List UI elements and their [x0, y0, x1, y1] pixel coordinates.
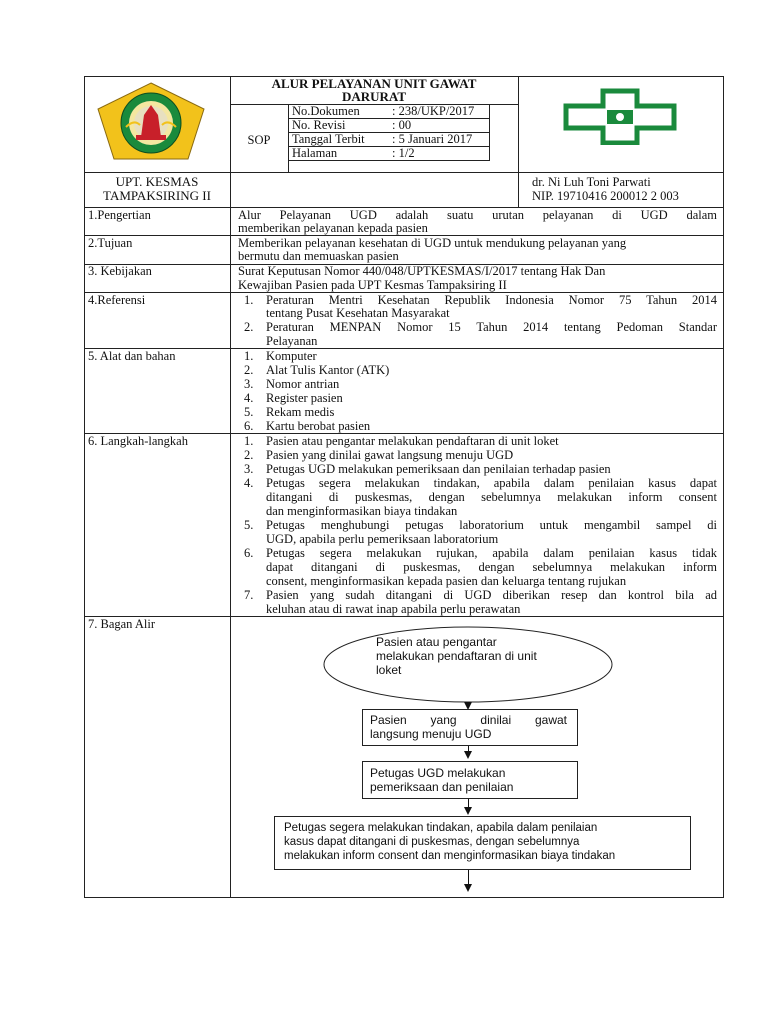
list-item-number: 6.: [244, 546, 254, 560]
section-label-alat: 5. Alat dan bahan: [88, 349, 176, 363]
section-label-bagan: 7. Bagan Alir: [88, 617, 156, 631]
langkah-step6-line2: dapat ditangani di puskesmas, dengan sebelumnya melakukan inform: [266, 560, 717, 574]
kebijakan-line2: Kewajiban Pasien pada UPT Kesmas Tampaksiring II: [238, 278, 507, 292]
flow-step2-line1: Pasien yang dinilai gawat: [370, 713, 567, 727]
document-title-line2: DARURAT: [341, 89, 407, 104]
referensi-item1-line1: Peraturan Mentri Kesehatan Republik Indonesia Nomor 75 Tahun 2014: [266, 293, 717, 307]
list-item-number: 3.: [244, 377, 254, 391]
langkah-step2-line1: Pasien yang dinilai gawat langsung menuju UGD: [266, 448, 514, 462]
list-item-number: 1.: [244, 293, 254, 307]
flow-arrowhead-2: [464, 751, 472, 759]
kebijakan-line1: Surat Keputusan Nomor 440/048/UPTKESMAS/I/2017 tentang Hak Dan: [238, 264, 606, 278]
list-item-number: 2.: [244, 448, 254, 462]
flow-arrowhead-3: [464, 807, 472, 815]
cross-center-dot: [615, 112, 625, 122]
page-value: : 1/2: [392, 146, 415, 160]
list-item: Nomor antrian: [266, 377, 340, 391]
emblem-base: [136, 135, 166, 140]
tujuan-line1: Memberikan pelayanan kesehatan di UGD untuk mendukung pelayanan yang: [238, 236, 627, 250]
flow-arrowhead-4: [464, 884, 472, 892]
langkah-step6-line3: consent, menginformasikan kepada pasien dan keluarga tentang rujukan: [266, 574, 627, 588]
flow-step4-line3: melakukan inform consent dan menginformasikan biaya tindakan: [284, 850, 616, 862]
list-item-number: 4.: [244, 391, 254, 405]
organization-name-line1: UPT. KESMAS: [115, 174, 199, 189]
list-item-number: 3.: [244, 462, 254, 476]
health-cross-logo: [563, 88, 677, 145]
flow-step4-line2: kasus dapat ditangani di puskesmas, dengan sebelumnya: [284, 836, 580, 848]
langkah-step5-line1: Petugas menghubungi petugas laboratorium untuk mengambil sampel di: [266, 518, 717, 532]
flow-step1-line1: Pasien atau pengantar: [376, 635, 497, 649]
list-item: Alat Tulis Kantor (ATK): [266, 363, 390, 377]
langkah-step4-line1: Petugas segera melakukan tindakan, apabila dalam penilaian kasus dapat: [266, 476, 717, 490]
flow-step3-line2: pemeriksaan dan penilaian: [370, 780, 514, 794]
referensi-item2-line2: Pelayanan: [266, 334, 318, 348]
signer-name: dr. Ni Luh Toni Parwati: [532, 175, 651, 189]
flow-step4-line1: Petugas segera melakukan tindakan, apabila dalam penilaian: [284, 822, 598, 834]
langkah-step3-line1: Petugas UGD melakukan pemeriksaan dan penilaian terhadap pasien: [266, 462, 611, 476]
list-item-number: 1.: [244, 434, 254, 448]
flow-step1-line3: loket: [376, 663, 402, 677]
pengertian-line2: memberikan pelayanan kepada pasien: [238, 221, 428, 235]
pengertian-line1: Alur Pelayanan UGD adalah suatu urutan pelayanan di UGD dalam: [238, 208, 717, 222]
langkah-step1-line1: Pasien atau pengantar melakukan pendaftaran di unit loket: [266, 434, 559, 448]
section-label-langkah: 6. Langkah-langkah: [88, 434, 188, 448]
flow-step3-line1: Petugas UGD melakukan: [370, 766, 506, 780]
section-label-tujuan: 2.Tujuan: [88, 236, 133, 250]
list-item: Rekam medis: [266, 405, 335, 419]
section-label-pengertian: 1.Pengertian: [88, 208, 151, 222]
tujuan-line2: bermutu dan memuaskan pasien: [238, 249, 399, 263]
list-item-number: 5.: [244, 405, 254, 419]
organization-name-line2: TAMPAKSIRING II: [103, 188, 211, 203]
langkah-step6-line1: Petugas segera melakukan rujukan, apabila dalam penilaian kasus tidak: [266, 546, 717, 560]
list-item-number: 6.: [244, 419, 254, 433]
list-item-number: 5.: [244, 518, 254, 532]
section-label-referensi: 4.Referensi: [88, 293, 146, 307]
referensi-item1-line2: tentang Pusat Kesehatan Masyarakat: [266, 306, 450, 320]
langkah-step7-line2: keluhan atau di rawat inap apabila perlu perawatan: [266, 602, 521, 616]
sop-label: SOP: [247, 133, 271, 147]
list-item: Komputer: [266, 349, 317, 363]
list-item: Register pasien: [266, 391, 343, 405]
issue-date-label: Tanggal Terbit: [292, 132, 365, 146]
flow-step1-line2: melakukan pendaftaran di unit: [376, 649, 537, 663]
revision-value: : 00: [392, 118, 412, 132]
page-label: Halaman: [292, 146, 338, 160]
revision-label: No. Revisi: [292, 118, 346, 132]
regional-emblem-logo: [96, 81, 206, 161]
referensi-item2-line1: Peraturan MENPAN Nomor 15 Tahun 2014 tentang Pedoman Standar: [266, 320, 717, 334]
langkah-step4-line2: ditangani di puskesmas, dengan sebelumnya melakukan inform consent: [266, 490, 717, 504]
langkah-step7-line1: Pasien yang sudah ditangani di UGD diberikan resep dan kontrol bila ad: [266, 588, 717, 602]
doc-number-value: : 238/UKP/2017: [392, 104, 475, 118]
list-item-number: 1.: [244, 349, 254, 363]
flow-step2-line2: langsung menuju UGD: [370, 727, 492, 741]
doc-number-label: No.Dokumen: [292, 104, 360, 118]
langkah-step4-line3: dan menginformasikan biaya tindakan: [266, 504, 458, 518]
signer-nip: NIP. 19710416 200012 2 003: [532, 189, 679, 203]
list-item-number: 2.: [244, 320, 254, 334]
list-item-number: 2.: [244, 363, 254, 377]
section-label-kebijakan: 3. Kebijakan: [88, 264, 152, 278]
list-item: Kartu berobat pasien: [266, 419, 371, 433]
list-item-number: 7.: [244, 588, 254, 602]
issue-date-value: : 5 Januari 2017: [392, 132, 473, 146]
document-title-line1: ALUR PELAYANAN UNIT GAWAT: [271, 76, 477, 91]
langkah-step5-line2: UGD, apabila perlu pemeriksaan laboratorium: [266, 532, 499, 546]
list-item-number: 4.: [244, 476, 254, 490]
